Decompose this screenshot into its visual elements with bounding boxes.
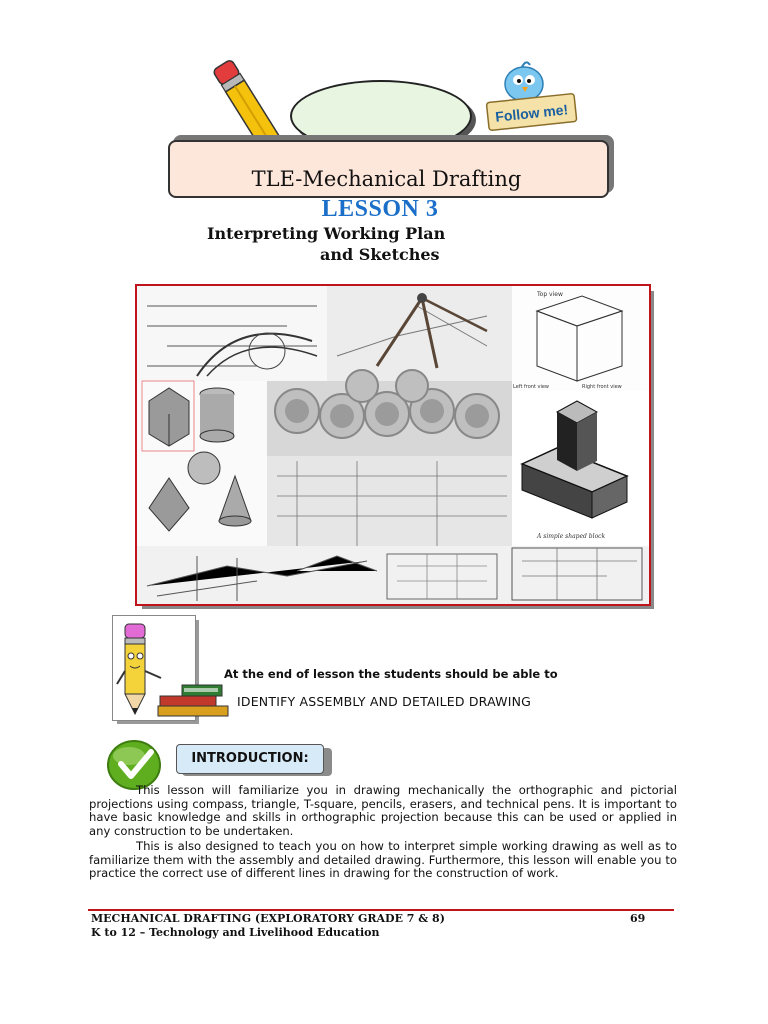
geometric-solids-drawing bbox=[137, 381, 267, 546]
label-right-front-view: Right front view bbox=[582, 384, 622, 390]
floor-plan-sketch bbox=[137, 286, 327, 381]
follow-me-text: Follow me! bbox=[494, 101, 569, 125]
footer-course: MECHANICAL DRAFTING (EXPLORATORY GRADE 7 & 8) bbox=[91, 912, 445, 925]
label-left-front-view: Left front view bbox=[513, 384, 549, 390]
caption-shaped-block: A simple shaped block bbox=[537, 533, 606, 540]
rolled-blueprints-photo bbox=[267, 370, 512, 546]
books-icon bbox=[150, 680, 230, 720]
footer-program: K to 12 – Technology and Livelihood Education bbox=[91, 926, 380, 939]
objectives-lead: At the end of lesson the students should be able to bbox=[224, 667, 558, 681]
drafting-collage-image bbox=[135, 284, 651, 606]
label-top-view: Top view bbox=[537, 291, 563, 298]
objective-item: IDENTIFY ASSEMBLY AND DETAILED DRAWING bbox=[237, 694, 532, 709]
isometric-cube-drawing bbox=[512, 286, 649, 391]
intro-paragraph-2 bbox=[89, 840, 677, 881]
lesson-subtitle-line1: Interpreting Working Plan bbox=[207, 224, 446, 243]
compass-drawing bbox=[327, 286, 512, 381]
footer-divider bbox=[88, 909, 674, 911]
intro-paragraph-1 bbox=[89, 784, 677, 838]
intro-paragraph-1-text: This lesson will familiarize you in drawing mechanically the orthographic and pictorial projections using compass, triangle, T-square, pencils, erasers, and technical pens. It is important to have basic knowledge and skills in orthographic projection because this can be used or applied in any construction to be undertaken. bbox=[89, 783, 677, 838]
lesson-subtitle-line2: and Sketches bbox=[320, 245, 440, 264]
follow-me-bird-icon bbox=[482, 58, 582, 138]
architectural-sketches bbox=[137, 546, 649, 604]
intro-paragraph-2-text: This is also designed to teach you on how to interpret simple working drawing as well as to familiarize them with the assembly and detailed drawing. Furthermore, this lesson will enable you to practice the correct use of different lines in drawing for the construction of work. bbox=[89, 839, 677, 881]
shaped-block-drawing bbox=[512, 391, 649, 546]
lesson-number: LESSON 3 bbox=[321, 196, 439, 222]
page-number: 69 bbox=[630, 912, 646, 925]
course-title: TLE-Mechanical Drafting bbox=[251, 167, 522, 191]
introduction-label: INTRODUCTION: bbox=[176, 744, 324, 774]
